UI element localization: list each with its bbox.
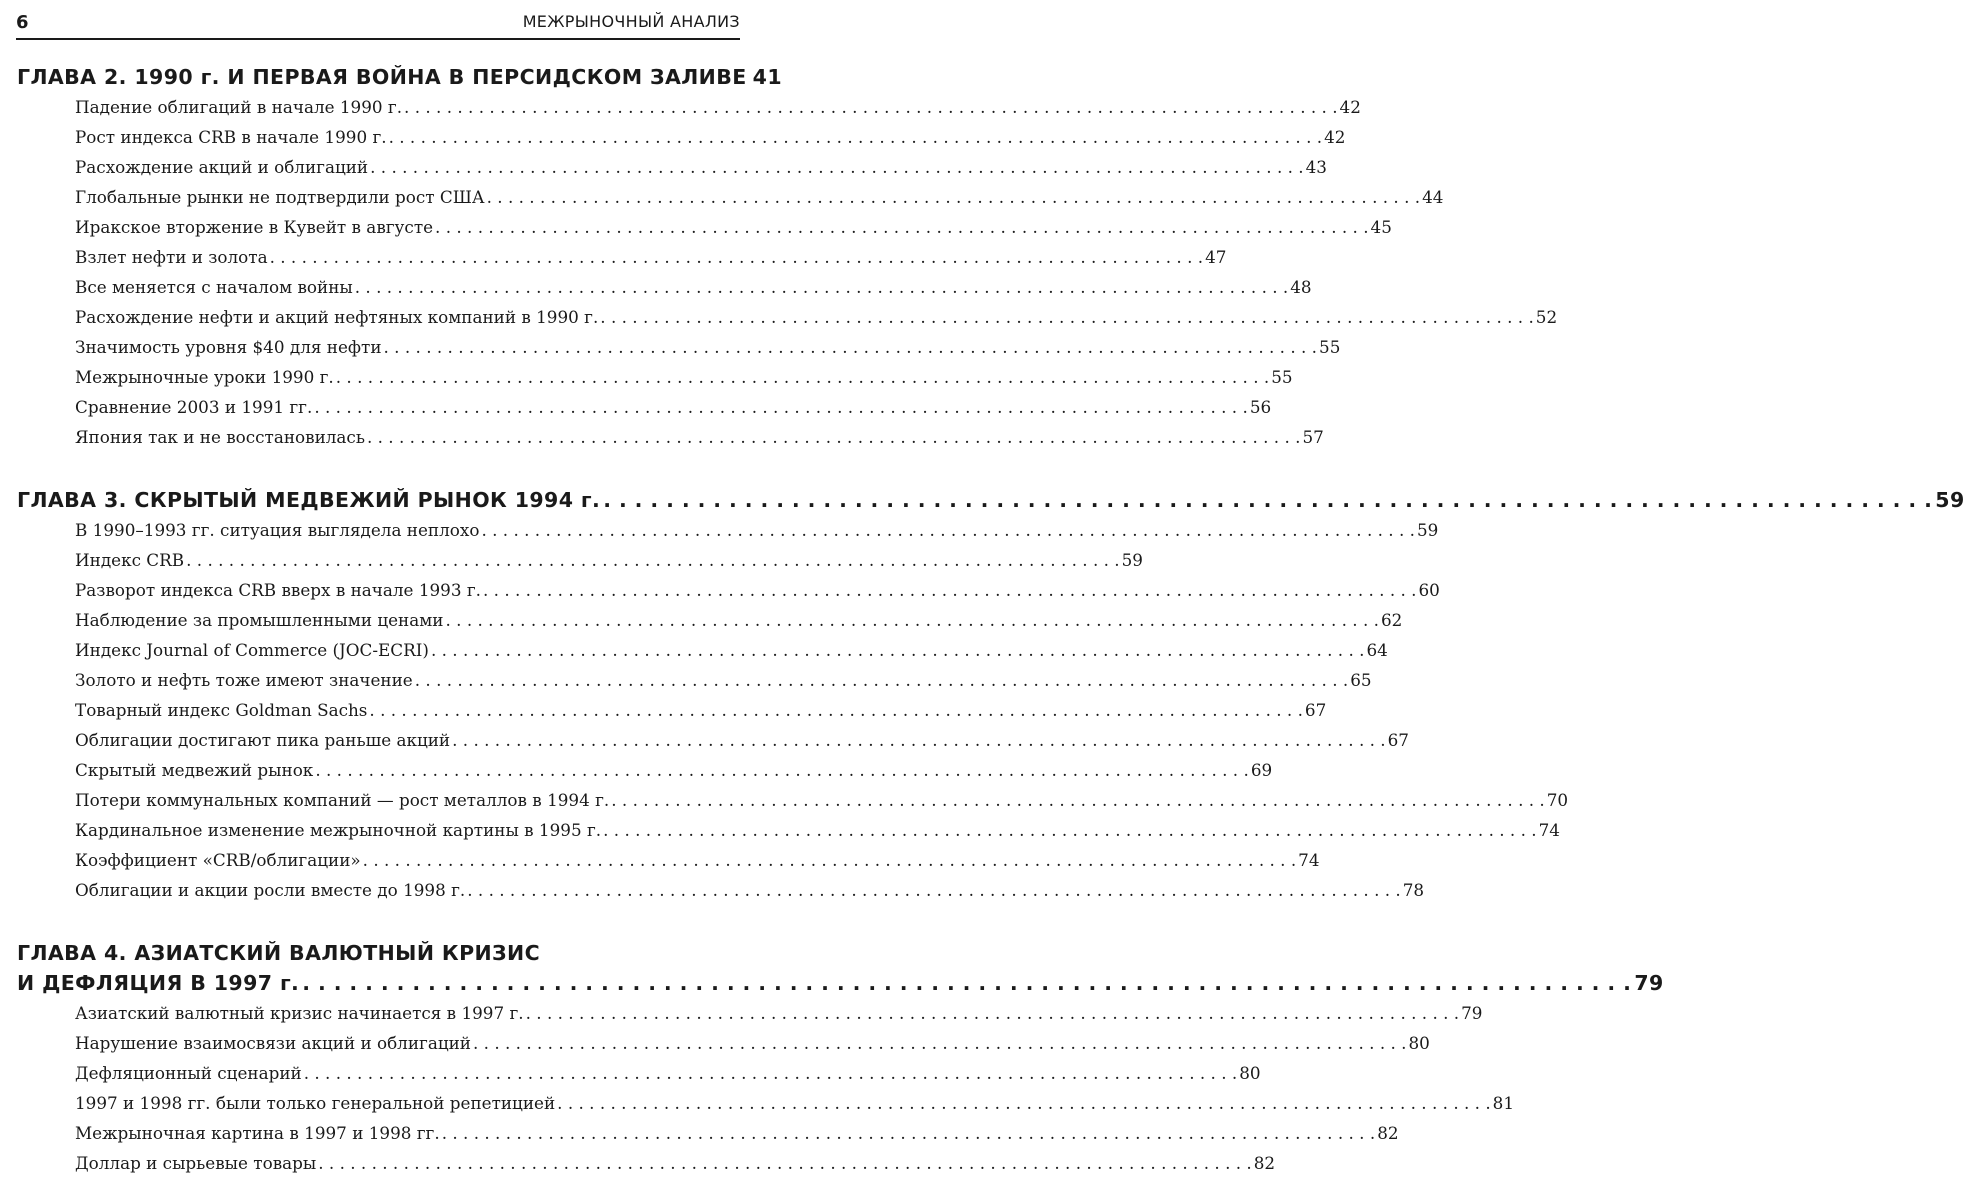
page-number: 6 <box>16 12 29 33</box>
entry-title: Иракское вторжение в Кувейт в августе <box>75 217 434 237</box>
toc-entry[interactable] <box>75 725 1409 755</box>
entry-page: 62 <box>1380 610 1403 630</box>
toc-entry[interactable] <box>75 515 1439 545</box>
entry-title: Индекс CRB <box>75 550 185 570</box>
dot-leader <box>483 575 1417 605</box>
entry-title: Падение облигаций в начале 1990 г. <box>75 97 403 117</box>
dot-leader <box>367 422 1301 452</box>
chapter-title: ГЛАВА 2. 1990 г. И ПЕРВАЯ ВОЙНА В ПЕРСИДСКОМ ЗАЛИВЕ <box>17 65 747 89</box>
section-list <box>17 998 1515 1178</box>
entry-page: 74 <box>1538 820 1560 840</box>
entry-page: 79 <box>1461 1003 1483 1023</box>
entry-title: Золото и нефть тоже имеют значение <box>75 670 413 690</box>
entry-page: 69 <box>1250 760 1273 780</box>
entry-title: Азиатский валютный кризис начинается в 1997 г. <box>75 1003 524 1023</box>
dot-leader <box>467 875 1401 905</box>
entry-title: Индекс Journal of Commerce (JOC-ECRI) <box>75 640 429 660</box>
chapter-heading[interactable] <box>17 968 1664 998</box>
running-header <box>16 8 740 40</box>
section-list <box>17 515 1569 905</box>
dot-leader <box>389 122 1323 152</box>
entry-title: Все меняется с началом войны <box>75 277 353 297</box>
chapter-2 <box>17 62 1558 452</box>
chapter-3 <box>17 485 1965 905</box>
dot-leader <box>363 845 1297 875</box>
entry-page: 81 <box>1492 1093 1515 1113</box>
toc-entry[interactable] <box>75 545 1143 575</box>
toc-entry[interactable] <box>75 815 1560 845</box>
entry-title: Рост индекса CRB в начале 1990 г. <box>75 127 387 147</box>
entry-title: Товарный индекс Goldman Sachs <box>75 700 368 720</box>
chapter-4 <box>17 938 1664 1178</box>
entry-title: Коэффициент «CRB/облигации» <box>75 850 361 870</box>
entry-page: 74 <box>1298 850 1320 870</box>
entry-page: 42 <box>1339 97 1361 117</box>
entry-page: 47 <box>1205 247 1227 267</box>
toc-entry[interactable] <box>75 635 1388 665</box>
entry-title: Доллар и сырьевые товары <box>75 1153 317 1173</box>
toc-entry[interactable] <box>75 695 1327 725</box>
dot-leader <box>600 302 1534 332</box>
dot-leader <box>487 182 1421 212</box>
entry-page: 80 <box>1239 1063 1261 1083</box>
toc-entry[interactable] <box>75 1148 1276 1178</box>
entry-title: Нарушение взаимосвязи акций и облигаций <box>75 1033 471 1053</box>
entry-title: Межрыночная картина в 1997 и 1998 гг. <box>75 1123 440 1143</box>
entry-page: 82 <box>1377 1123 1399 1143</box>
toc-entry[interactable] <box>75 755 1273 785</box>
entry-title: Облигации и акции росли вместе до 1998 г. <box>75 880 466 900</box>
entry-title: Расхождение нефти и акций нефтяных компаний в 1990 г. <box>75 307 599 327</box>
toc-entry[interactable] <box>75 1058 1261 1088</box>
entry-page: 55 <box>1271 367 1293 387</box>
dot-leader <box>611 785 1545 815</box>
chapter-title: ГЛАВА 3. СКРЫТЫЙ МЕДВЕЖИЙ РЫНОК 1994 г. <box>17 488 601 512</box>
toc-entry[interactable] <box>75 665 1372 695</box>
dot-leader <box>336 362 1270 392</box>
chapter-page: 41 <box>752 65 782 89</box>
entry-title: Значимость уровня $40 для нефти <box>75 337 382 357</box>
entry-page: 80 <box>1408 1033 1430 1053</box>
toc-entry[interactable] <box>75 1028 1430 1058</box>
entry-page: 82 <box>1253 1153 1276 1173</box>
toc-entry[interactable] <box>75 332 1341 362</box>
toc-entry[interactable] <box>75 422 1324 452</box>
chapter-title: И ДЕФЛЯЦИЯ В 1997 г. <box>17 971 300 995</box>
dot-leader <box>315 755 1249 785</box>
dot-leader <box>415 665 1349 695</box>
chapter-heading[interactable] <box>17 485 1965 515</box>
section-list <box>17 92 1558 452</box>
toc-entry[interactable] <box>75 212 1392 242</box>
dot-leader <box>603 485 1932 515</box>
toc-entry[interactable] <box>75 785 1569 815</box>
dot-leader <box>314 392 1248 422</box>
dot-leader <box>404 92 1338 122</box>
entry-page: 70 <box>1546 790 1569 810</box>
entry-title: Кардинальное изменение межрыночной картины в 1995 г. <box>75 820 602 840</box>
toc-entry[interactable] <box>75 122 1346 152</box>
entry-page: 48 <box>1290 277 1312 297</box>
entry-page: 56 <box>1249 397 1272 417</box>
toc-entry[interactable] <box>75 998 1483 1028</box>
entry-page: 67 <box>1304 700 1327 720</box>
entry-title: Япония так и не восстановилась <box>75 427 365 447</box>
dot-leader <box>369 695 1303 725</box>
toc-entry[interactable] <box>75 1088 1515 1118</box>
dot-leader <box>186 545 1120 575</box>
toc-entry[interactable] <box>75 362 1293 392</box>
entry-page: 59 <box>1121 550 1143 570</box>
entry-page: 52 <box>1535 307 1558 327</box>
dot-leader <box>557 1088 1491 1118</box>
dot-leader <box>473 1028 1407 1058</box>
toc-entry[interactable] <box>75 1118 1399 1148</box>
entry-page: 55 <box>1319 337 1341 357</box>
entry-title: 1997 и 1998 гг. были только генеральной репетицией <box>75 1093 556 1113</box>
entry-title: Взлет нефти и золота <box>75 247 268 267</box>
toc-entry[interactable] <box>75 92 1361 122</box>
entry-title: В 1990–1993 гг. ситуация выглядела неплохо <box>75 520 480 540</box>
entry-title: Скрытый медвежий рынок <box>75 760 314 780</box>
toc-entry[interactable] <box>75 845 1320 875</box>
entry-page: 64 <box>1366 640 1388 660</box>
entry-page: 42 <box>1324 127 1346 147</box>
dot-leader <box>526 998 1460 1028</box>
running-title: МЕЖРЫНОЧНЫЙ АНАЛИЗ <box>522 12 740 31</box>
dot-leader <box>318 1148 1252 1178</box>
dot-leader <box>355 272 1289 302</box>
entry-title: Межрыночные уроки 1990 г. <box>75 367 334 387</box>
dot-leader <box>442 1118 1376 1148</box>
entry-title: Потери коммунальных компаний — рост металлов в 1994 г. <box>75 790 610 810</box>
toc-entry[interactable] <box>75 182 1444 212</box>
toc-entry[interactable] <box>75 392 1272 422</box>
toc-entry[interactable] <box>75 272 1312 302</box>
toc-entry[interactable] <box>75 242 1227 272</box>
entry-title: Глобальные рынки не подтвердили рост США <box>75 187 485 207</box>
toc-entry[interactable] <box>75 152 1327 182</box>
dot-leader <box>452 725 1386 755</box>
toc-entry[interactable] <box>75 302 1558 332</box>
dot-leader <box>270 242 1204 272</box>
toc-entry[interactable] <box>75 875 1425 905</box>
chapter-title-line-1: ГЛАВА 4. АЗИАТСКИЙ ВАЛЮТНЫЙ КРИЗИС <box>17 941 541 965</box>
dot-leader <box>370 152 1304 182</box>
dot-leader <box>384 332 1318 362</box>
entry-page: 60 <box>1418 580 1440 600</box>
entry-page: 43 <box>1305 157 1327 177</box>
entry-title: Наблюдение за промышленными ценами <box>75 610 444 630</box>
entry-title: Сравнение 2003 и 1991 гг. <box>75 397 313 417</box>
entry-page: 44 <box>1422 187 1444 207</box>
entry-title: Расхождение акций и облигаций <box>75 157 369 177</box>
toc-entry[interactable] <box>75 575 1440 605</box>
entry-title: Дефляционный сценарий <box>75 1063 302 1083</box>
dot-leader <box>445 605 1379 635</box>
entry-page: 65 <box>1350 670 1372 690</box>
entry-page: 59 <box>1416 520 1439 540</box>
entry-title: Разворот индекса CRB вверх в начале 1993 г. <box>75 580 481 600</box>
entry-title: Облигации достигают пика раньше акций <box>75 730 451 750</box>
dot-leader <box>481 515 1415 545</box>
chapter-heading[interactable] <box>17 62 782 92</box>
dot-leader <box>603 815 1537 845</box>
chapter-page: 79 <box>1634 971 1664 995</box>
entry-page: 78 <box>1402 880 1425 900</box>
dot-leader <box>435 212 1369 242</box>
dot-leader <box>302 968 1631 998</box>
chapter-page: 59 <box>1935 488 1965 512</box>
toc-entry[interactable] <box>75 605 1403 635</box>
entry-page: 57 <box>1302 427 1324 447</box>
dot-leader <box>304 1058 1238 1088</box>
dot-leader <box>431 635 1365 665</box>
entry-page: 45 <box>1370 217 1392 237</box>
entry-page: 67 <box>1387 730 1409 750</box>
